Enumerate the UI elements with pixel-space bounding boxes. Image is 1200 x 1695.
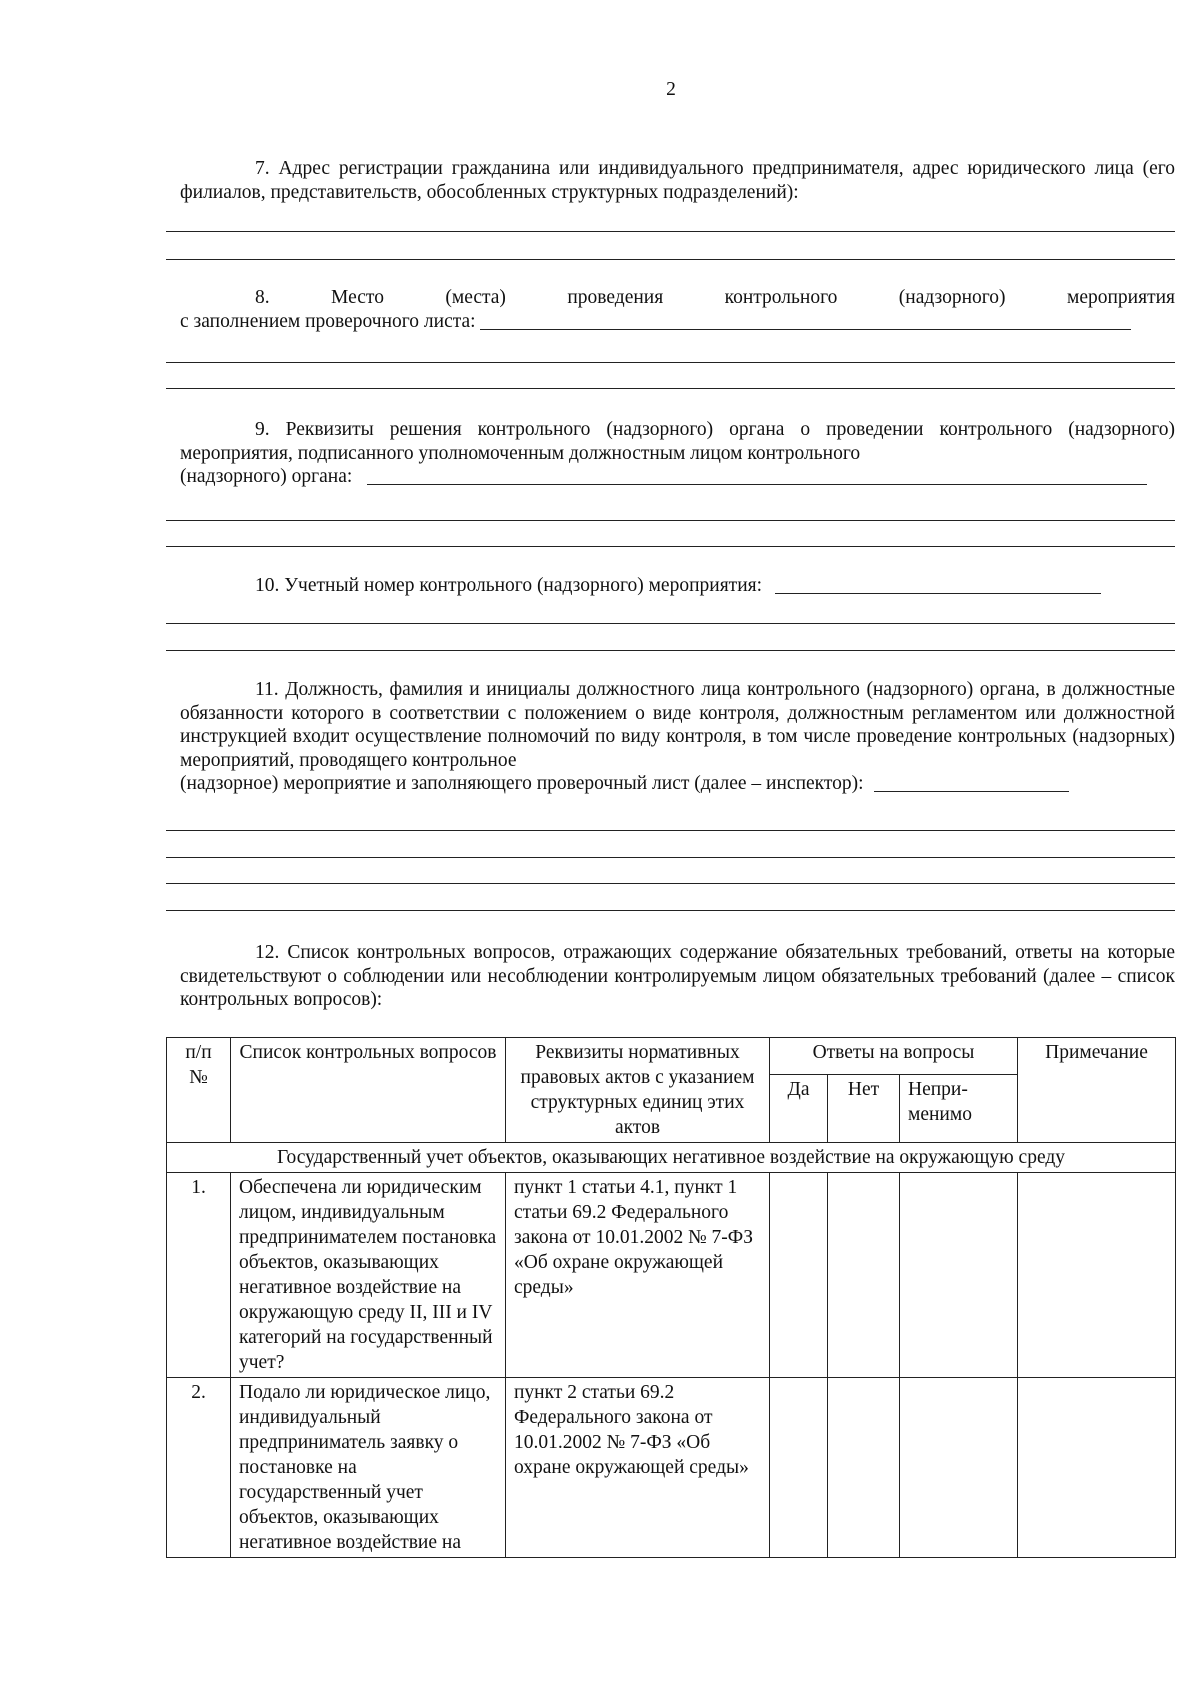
item-9-last-line <box>180 465 1175 489</box>
header-answers: Ответы на вопросы <box>770 1038 1018 1075</box>
header-yes: Да <box>770 1075 828 1143</box>
row-question: Подало ли юридическое лицо, индивидуальный предприниматель заявку о постановке на государственный учет объектов, оказывающих негативное воздействие на <box>231 1378 506 1558</box>
item-11-fill-line[interactable] <box>166 857 1175 858</box>
item-8-second-line <box>180 310 1175 334</box>
item-11-fill-line[interactable] <box>166 830 1175 831</box>
item-12-text: 12. Список контрольных вопросов, отражающих содержание обязательных требований, ответы на которые свидетельствуют о соблюдении или несоблюдении контролируемым лицом обязательных требований (далее – список контрольных вопросов): <box>180 942 1175 1010</box>
item-9-block <box>180 418 1175 489</box>
item-10-text: 10. Учетный номер контрольного (надзорного) мероприятия: <box>255 575 763 596</box>
item-10-inline-fill[interactable] <box>775 577 1101 594</box>
item-11-text: 11. Должность, фамилия и инициалы должностного лица контрольного (надзорного) органа, в должностные обязанности которого в соответствии с положением о виде контроля, должностным регламентом или должностной инструкцией входит осуществление полномочий по виду контроля, в том числе проведение контрольных (надзорных) мероприятий, проводящего контрольное <box>180 679 1175 771</box>
answer-no-cell[interactable] <box>828 1378 900 1558</box>
row-question: Обеспечена ли юридическим лицом, индивидуальным предпринимателем постановка объектов, оказывающих негативное воздействие на окружающую среду II, III и IV категорий на государственный учет? <box>231 1173 506 1378</box>
item-8-word: контрольного <box>724 287 838 308</box>
item-8-fill-line[interactable] <box>166 362 1175 363</box>
answer-no-cell[interactable] <box>828 1173 900 1378</box>
header-no: Нет <box>828 1075 900 1143</box>
row-requisites: пункт 1 статьи 4.1, пункт 1 статьи 69.2 Федерального закона от 10.01.2002 № 7-ФЗ «Об охране окружающей среды» <box>506 1173 770 1378</box>
item-11-fill-line[interactable] <box>166 883 1175 884</box>
item-9-tail: (надзорного) органа: <box>180 466 353 487</box>
item-9-fill-line[interactable] <box>166 520 1175 521</box>
item-8-label: с заполнением проверочного листа: <box>180 310 476 332</box>
item-8-fill-line[interactable] <box>166 388 1175 389</box>
item-8-word: (места) <box>445 287 506 308</box>
note-cell[interactable] <box>1018 1378 1176 1558</box>
item-8-first-line <box>180 286 1175 310</box>
header-questions: Список контрольных вопросов <box>231 1038 506 1143</box>
item-11-inline-fill[interactable] <box>874 775 1069 792</box>
checklist-table <box>166 1037 1176 1558</box>
group-title: Государственный учет объектов, оказывающих негативное воздействие на окружающую среду <box>167 1143 1176 1173</box>
answer-na-cell[interactable] <box>900 1173 1018 1378</box>
header-requisites: Реквизиты нормативных правовых актов с указанием структурных единиц этих актов <box>506 1038 770 1143</box>
answer-yes-cell[interactable] <box>770 1378 828 1558</box>
note-cell[interactable] <box>1018 1173 1176 1378</box>
item-11-last-line <box>180 772 1175 796</box>
header-na: Непри-менимо <box>900 1075 1018 1143</box>
row-num: 2. <box>167 1378 231 1558</box>
item-10-block <box>180 574 1175 598</box>
item-10-fill-line[interactable] <box>166 623 1175 624</box>
item-8-word: Место <box>331 287 384 308</box>
table-row <box>167 1173 1176 1378</box>
item-9-fill-line[interactable] <box>166 546 1175 547</box>
item-9-inline-fill[interactable] <box>367 468 1147 485</box>
row-requisites: пункт 2 статьи 69.2 Федерального закона от 10.01.2002 № 7-ФЗ «Об охране окружающей среды» <box>506 1378 770 1558</box>
item-11-block <box>180 678 1175 796</box>
item-8-word: проведения <box>567 287 664 308</box>
table-header-row <box>167 1038 1176 1075</box>
item-7-fill-line[interactable] <box>166 231 1175 232</box>
table-row <box>167 1378 1176 1558</box>
item-11-fill-line[interactable] <box>166 910 1175 911</box>
item-8-block <box>180 286 1175 333</box>
item-7-text: 7. Адрес регистрации гражданина или индивидуального предпринимателя, адрес юридического лица (его филиалов, представительств, обособленных структурных подразделений): <box>180 158 1175 203</box>
item-7-fill-line[interactable] <box>166 259 1175 260</box>
item-10-fill-line[interactable] <box>166 650 1175 651</box>
item-8-word: (надзорного) <box>898 287 1006 308</box>
item-8-inline-fill[interactable] <box>480 313 1131 330</box>
item-8-word: мероприятия <box>1066 287 1175 308</box>
table-group-row <box>167 1143 1176 1173</box>
answer-na-cell[interactable] <box>900 1378 1018 1558</box>
row-num: 1. <box>167 1173 231 1378</box>
item-9-text: 9. Реквизиты решения контрольного (надзорного) органа о проведении контрольного (надзорного) мероприятия, подписанного уполномоченным должностным лицом контрольного <box>180 419 1175 464</box>
page-number: 2 <box>666 79 676 100</box>
item-10-line <box>180 574 1175 598</box>
item-8-word: 8. <box>255 287 270 308</box>
answer-yes-cell[interactable] <box>770 1173 828 1378</box>
item-11-tail: (надзорное) мероприятие и заполняющего проверочный лист (далее – инспектор): <box>180 773 864 794</box>
header-note: Примечание <box>1018 1038 1176 1143</box>
header-num: п/п № <box>167 1038 231 1143</box>
